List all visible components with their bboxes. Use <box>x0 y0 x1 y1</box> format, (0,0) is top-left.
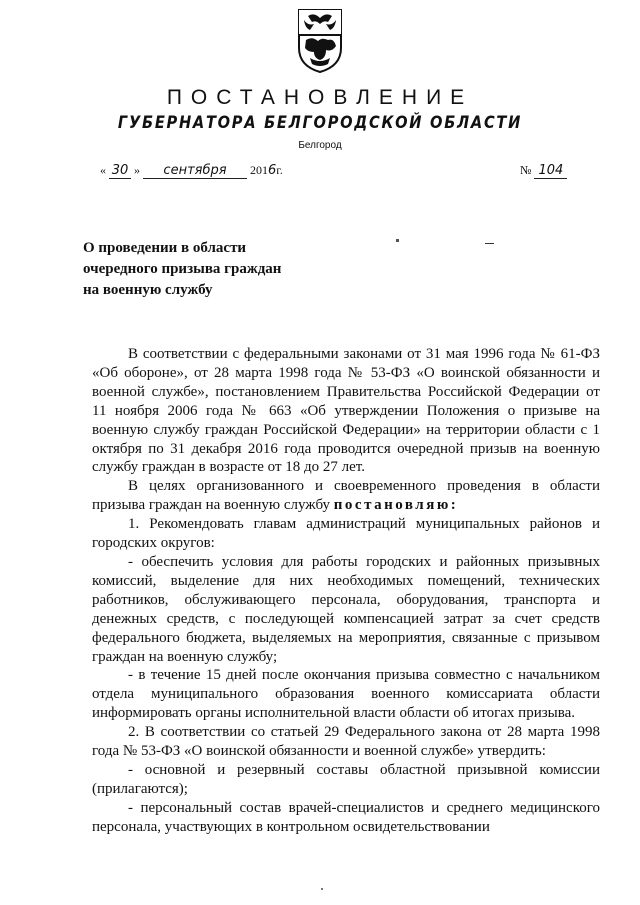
document-subject <box>83 238 343 301</box>
subject-line: на военную службу <box>83 282 213 298</box>
date-year-suffix: г. <box>276 163 283 177</box>
date-close-quote: » <box>134 163 140 177</box>
paragraph <box>92 477 600 515</box>
paragraph: - обеспечить условия для работы городских и районных призывных комиссий, выделение для них необходимых помещений, технических работников, обслуживающего персонала, оборудования, транспорта и денежных средств, с последующей компенсацией затрат за счет средств федерального бюджета, выделяемых на мероприятия, связанные с призывом граждан на военную службу; <box>92 553 600 665</box>
stray-mark <box>485 243 494 244</box>
date-open-quote: « <box>100 163 106 177</box>
stray-mark <box>396 239 399 242</box>
paragraph: 1. Рекомендовать главам администраций муниципальных районов и городских округов: <box>92 516 600 552</box>
issuer-title: ГУБЕРНАТОРА БЕЛГОРОДСКОЙ ОБЛАСТИ <box>117 113 523 133</box>
number-label: № <box>520 163 532 177</box>
document-number <box>520 163 567 178</box>
document-date <box>100 163 283 179</box>
coat-of-arms-icon <box>296 8 344 74</box>
date-year-digit: 6 <box>268 163 277 178</box>
document-body <box>92 345 600 837</box>
date-year-prefix: 201 <box>250 163 268 177</box>
paragraph: - основной и резервный составы областной призывной комиссии (прилагаются); <box>92 761 600 797</box>
city-label: Белгород <box>298 140 342 151</box>
date-day: 30 <box>109 163 131 179</box>
date-month: сентября <box>143 163 247 179</box>
decree-keyword: постановляю: <box>333 497 459 514</box>
paragraph-text: В целях организованного и своевременного проведения в области призыва граждан на военную службу <box>92 478 600 514</box>
stray-mark <box>321 888 323 890</box>
paragraph: 2. В соответствии со статьей 29 Федерального закона от 28 марта 1998 года № 53-ФЗ «О воинской обязанности и военной службе» утвердить: <box>92 724 600 760</box>
number-value: 104 <box>534 163 567 179</box>
subject-line: О проведении в области <box>83 240 247 256</box>
paragraph: В соответствии с федеральными законами от 31 мая 1996 года № 61-ФЗ «Об обороне», от 28 марта 1998 года № 53-ФЗ «О воинской обязанности и военной службе», постановлением Правительства Российской Федерации от 11 ноября 2006 года № 663 «Об утверждении Положения о призыве на военную службу граждан Российской Федерации» на территории области с 1 октября по 31 декабря 2016 года проводится очередной призыв на военную службу граждан в возрасте от 18 до 27 лет. <box>92 346 600 476</box>
subject-line: очередного призыва граждан <box>83 261 282 277</box>
paragraph: - в течение 15 дней после окончания призыва совместно с начальником отдела муниципального образования военного комиссариата области информировать органы исполнительной власти области об итогах призыва. <box>92 667 600 722</box>
paragraph: - персональный состав врачей-специалистов и среднего медицинского персонала, участвующих в контрольном освидетельствовании <box>92 799 600 835</box>
document-type-title: ПОСТАНОВЛЕНИЕ <box>166 86 474 109</box>
